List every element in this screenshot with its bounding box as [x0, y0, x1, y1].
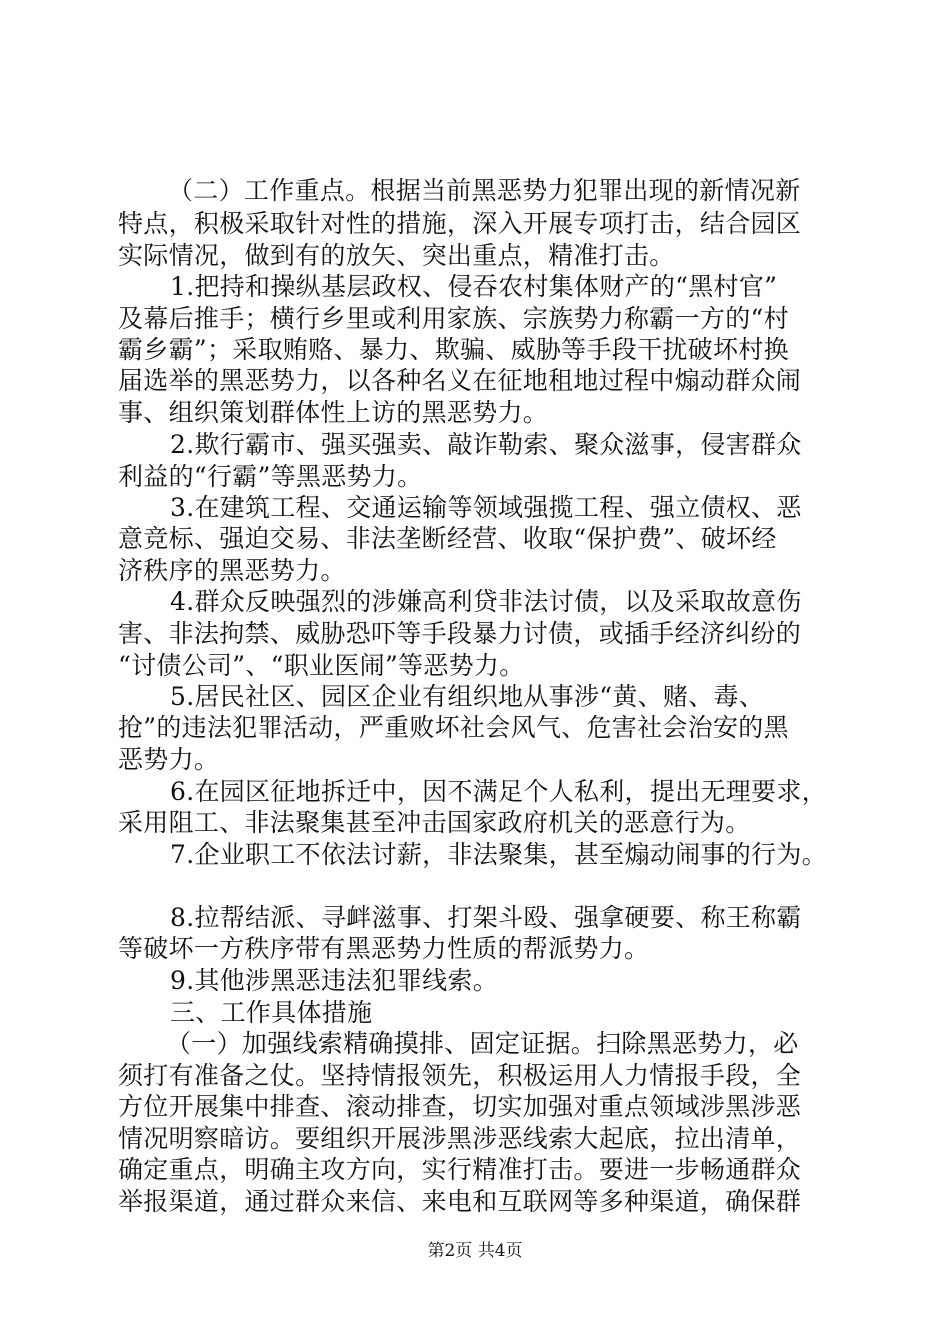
text-line: 恶势力。 — [118, 745, 220, 774]
text-line: 利益的“行霸”等黑恶势力。 — [118, 462, 423, 491]
text-line: 7.企业职工不依法讨薪，非法聚集，甚至煽动闹事的行为。 — [170, 840, 827, 869]
text-line: 6.在园区征地拆迁中，因不满足个人私利，提出无理要求， — [170, 777, 827, 806]
text-line: 特点，积极采取针对性的措施，深入开展专项打击，结合园区 — [118, 209, 802, 238]
text-line: 情况明察暗访。要组织开展涉黑涉恶线索大起底，拉出清单， — [118, 1124, 802, 1153]
text-line: （二）工作重点。根据当前黑恶势力犯罪出现的新情况新 — [168, 176, 801, 205]
text-line: 方位开展集中排查、滚动排查，切实加强对重点领域涉黑涉恶 — [118, 1092, 802, 1121]
text-line: 实际情况，做到有的放矢、突出重点，精准打击。 — [118, 241, 675, 270]
text-line: 5.居民社区、园区企业有组织地从事涉“黄、赌、毒、 — [170, 682, 765, 711]
text-line: 9.其他涉黑恶违法犯罪线索。 — [170, 966, 499, 995]
text-line: 济秩序的黑恶势力。 — [118, 556, 346, 585]
text-line: 2.欺行霸市、强买强卖、敲诈勒索、聚众滋事，侵害群众 — [170, 430, 802, 459]
text-line: 举报渠道，通过群众来信、来电和互联网等多种渠道，确保群 — [118, 1187, 802, 1216]
text-line: 3.在建筑工程、交通运输等领域强揽工程、强立债权、恶 — [170, 493, 802, 522]
text-line: 霸乡霸”；采取贿赂、暴力、欺骗、威胁等手段干扰破坏村换 — [118, 335, 789, 364]
text-line: 意竞标、强迫交易、非法垄断经营、收取“保护费”、破坏经 — [118, 524, 777, 553]
text-line: 及幕后推手；横行乡里或利用家族、宗族势力称霸一方的“村 — [118, 304, 789, 333]
text-line: 4.群众反映强烈的涉嫌高利贷非法讨债，以及采取故意伤 — [170, 587, 802, 616]
page-number-footer: 第2页 共4页 — [427, 1241, 523, 1261]
text-line: 确定重点，明确主攻方向，实行精准打击。要进一步畅通群众 — [118, 1155, 802, 1184]
section-heading: 三、工作具体措施 — [170, 998, 373, 1027]
text-line: 届选举的黑恶势力，以各种名义在征地租地过程中煽动群众闹 — [118, 366, 802, 395]
text-line: “讨债公司”、“职业医闹”等恶势力。 — [118, 651, 525, 680]
text-line: 害、非法拘禁、威胁恐吓等手段暴力讨债，或插手经济纠纷的 — [118, 619, 802, 648]
text-line: 8.拉帮结派、寻衅滋事、打架斗殴、强拿硬要、称王称霸 — [170, 903, 802, 932]
text-line: 1.把持和操纵基层政权、侵吞农村集体财产的“黑村官” — [170, 272, 778, 301]
text-line: 等破坏一方秩序带有黑恶势力性质的帮派势力。 — [118, 934, 650, 963]
text-line: 事、组织策划群体性上访的黑恶势力。 — [118, 398, 549, 427]
text-line: 须打有准备之仗。坚持情报领先，积极运用人力情报手段，全 — [118, 1061, 802, 1090]
text-line: 抢”的违法犯罪活动，严重败坏社会风气、危害社会治安的黑 — [118, 713, 789, 742]
text-line: 采用阻工、非法聚集甚至冲击国家政府机关的恶意行为。 — [118, 808, 751, 837]
text-line: （一）加强线索精确摸排、固定证据。扫除黑恶势力，必 — [166, 1029, 799, 1058]
